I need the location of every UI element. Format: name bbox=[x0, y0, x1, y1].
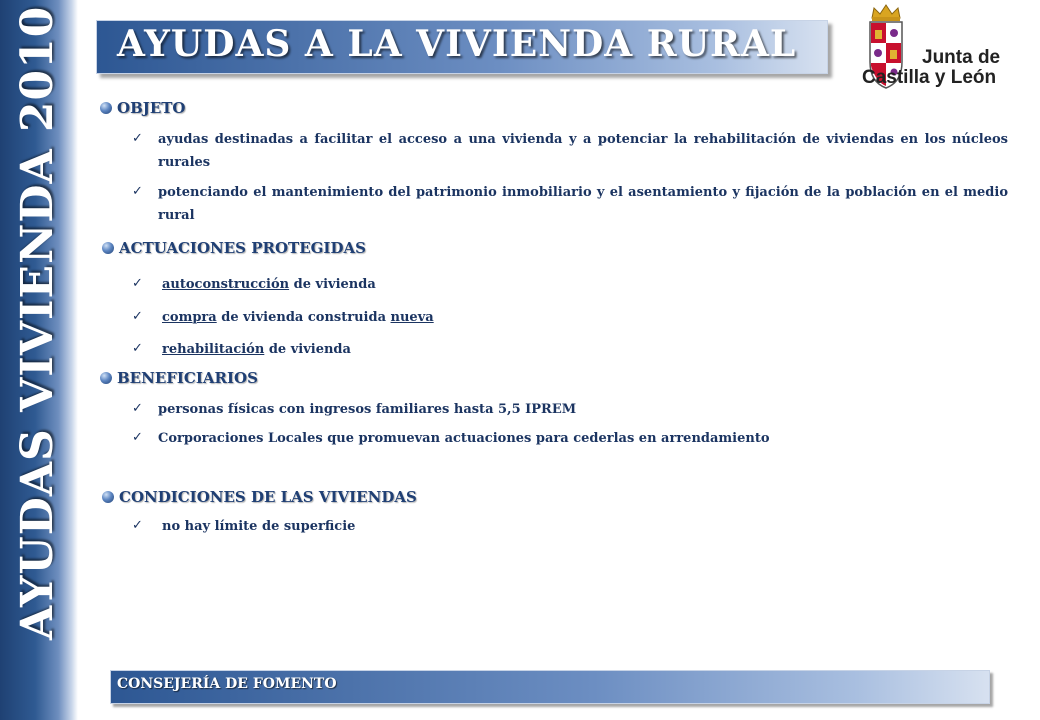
section-condiciones-heading bbox=[102, 488, 417, 506]
section-heading-text: CONDICIONES DE LAS VIVIENDAS bbox=[119, 488, 417, 506]
sphere-bullet-icon bbox=[102, 491, 114, 503]
underlined-term: nueva bbox=[390, 310, 434, 325]
checkmark-icon: ✓ bbox=[132, 341, 143, 356]
list-item-text: de vivienda construida bbox=[216, 310, 391, 325]
underlined-term: autoconstrucción bbox=[162, 277, 290, 292]
logo-text bbox=[862, 47, 1001, 88]
side-banner-text: AYUDAS VIVIENDA 2010 bbox=[12, 5, 63, 640]
list-item-text: Corporaciones Locales que promuevan actuaciones para cederlas en arrendamiento bbox=[158, 431, 770, 446]
list-item bbox=[132, 128, 1008, 174]
page-title: AYUDAS A LA VIVIENDA RURAL bbox=[117, 23, 797, 65]
list-item bbox=[132, 398, 577, 421]
logo-line-2: Castilla y León bbox=[862, 67, 997, 88]
checkmark-icon: ✓ bbox=[132, 131, 143, 146]
list-item bbox=[132, 427, 770, 450]
list-item-text: de vivienda bbox=[289, 277, 376, 292]
list-item-text: personas físicas con ingresos familiares hasta 5,5 IPREM bbox=[158, 402, 577, 417]
section-heading-text: ACTUACIONES PROTEGIDAS bbox=[119, 239, 366, 257]
underlined-term: rehabilitación bbox=[162, 342, 265, 357]
section-beneficiarios-heading bbox=[100, 369, 258, 387]
title-bar bbox=[96, 20, 828, 74]
footer-text: CONSEJERÍA DE FOMENTO bbox=[117, 676, 337, 692]
list-item bbox=[132, 306, 434, 329]
list-item bbox=[132, 515, 356, 538]
list-item-text: de vivienda bbox=[264, 342, 351, 357]
checkmark-icon: ✓ bbox=[132, 430, 143, 445]
list-item bbox=[132, 181, 1008, 227]
sphere-bullet-icon bbox=[100, 372, 112, 384]
sphere-bullet-icon bbox=[100, 102, 112, 114]
checkmark-icon: ✓ bbox=[132, 276, 143, 291]
section-objeto-heading bbox=[100, 99, 186, 117]
footer-bar bbox=[110, 670, 990, 704]
list-item-text: ayudas destinadas a facilitar el acceso a una vivienda y a potenciar la rehabilitación de viviendas en los núcleos rurales bbox=[158, 132, 1008, 170]
section-heading-text: OBJETO bbox=[117, 99, 186, 117]
list-item bbox=[132, 273, 376, 296]
list-item-text: potenciando el mantenimiento del patrimonio inmobiliario y el asentamiento y fijación de la población en el medio rural bbox=[158, 185, 1008, 223]
sphere-bullet-icon bbox=[102, 242, 114, 254]
section-actuaciones-heading bbox=[102, 239, 366, 257]
checkmark-icon: ✓ bbox=[132, 184, 143, 199]
checkmark-icon: ✓ bbox=[132, 518, 143, 533]
underlined-term: compra bbox=[162, 310, 217, 325]
list-item bbox=[132, 338, 351, 361]
section-heading-text: BENEFICIARIOS bbox=[117, 369, 258, 387]
list-item-text: no hay límite de superficie bbox=[162, 519, 356, 534]
checkmark-icon: ✓ bbox=[132, 309, 143, 324]
logo-line-1: Junta de bbox=[922, 47, 1001, 68]
checkmark-icon: ✓ bbox=[132, 401, 143, 416]
